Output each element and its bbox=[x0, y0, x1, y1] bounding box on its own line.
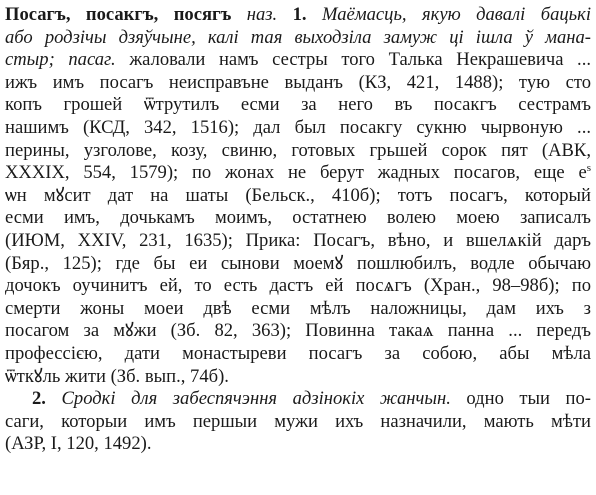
citation-text: (АЗР, I, 120, 1492). bbox=[5, 433, 152, 455]
citation-text: одно тыи по- bbox=[450, 388, 591, 410]
entry-line bbox=[5, 298, 591, 321]
headword-text: 1. bbox=[292, 4, 307, 25]
entry-line bbox=[5, 433, 591, 456]
entry-line bbox=[5, 275, 591, 298]
headword-text: 2. bbox=[32, 388, 46, 410]
entry-line bbox=[5, 185, 591, 208]
entry-line bbox=[5, 94, 591, 117]
citation-text: смерти жоны моеи двѣ есми мѣлъ наложницы, дам ихъ з bbox=[5, 297, 591, 319]
entry-line bbox=[5, 27, 591, 50]
citation-text bbox=[307, 4, 322, 25]
entry-line bbox=[5, 411, 591, 434]
headword-text: Посагъ, посакгъ, посягъ bbox=[5, 4, 232, 25]
entry-line bbox=[5, 162, 591, 185]
citation-text: саги, которыи имъ першыи мужи ихъ назначили, мають мѣти bbox=[5, 410, 591, 432]
citation-text: дочокъ оучинитъ ей, то есть дастъ ей посѧгъ (Хран., 98–98б); по bbox=[5, 275, 591, 297]
citation-text: ѿткꙋль жити (Зб. вып., 74б). bbox=[5, 365, 229, 387]
entry-line bbox=[5, 320, 591, 343]
definition-text: Сродкі для забеспячэння адзінокіх жанчын. bbox=[61, 388, 451, 410]
definition-text: наз. bbox=[246, 4, 278, 25]
dictionary-entry bbox=[5, 4, 591, 456]
citation-text: XXXIX, 554, 1579); по жонах не берут жадных посагов, еще е bbox=[5, 162, 587, 184]
entry-line bbox=[5, 4, 591, 27]
entry-line bbox=[5, 117, 591, 140]
entry-line bbox=[5, 366, 591, 389]
entry-line bbox=[5, 72, 591, 95]
superscript-text: s bbox=[586, 162, 591, 175]
citation-text: нашимъ (КСД, 342, 1516); дал был посакгу сукню чырвоную ... bbox=[5, 116, 591, 138]
citation-text bbox=[277, 4, 292, 25]
citation-text: (Бяр., 125); где бы еи сынови моемꙋ пошлюбилъ, водле обычаю bbox=[5, 252, 591, 274]
citation-text: (ИЮМ, XXIV, 231, 1635); Прика: Посагъ, вѣно, и вшелѧкій даръ bbox=[5, 229, 591, 251]
citation-text: профессією, дати монастыреви посагъ за собою, абы мѣла bbox=[5, 342, 591, 364]
entry-line bbox=[5, 343, 591, 366]
citation-text: ижъ имъ посагъ неисправъне выданъ (КЗ, 421, 1488); тую сто bbox=[5, 71, 591, 93]
citation-text: копъ грошей ѿтрутилъ есми за него въ посакгъ сестрамъ bbox=[5, 94, 591, 116]
citation-text bbox=[46, 388, 62, 409]
citation-text: посагом за мꙋжи (Зб. 82, 363); Повинна такаѧ панна ... передъ bbox=[5, 320, 591, 342]
entry-line bbox=[5, 49, 591, 72]
citation-text: жаловали намъ сестры того Талька Некрашевича ... bbox=[115, 49, 591, 71]
entry-line bbox=[5, 207, 591, 230]
definition-text: Маёмасць, якую давалі бацькі bbox=[321, 4, 591, 25]
citation-text: перины, узголове, козу, свиню, готовых грьшей сорок пят (АВК, bbox=[5, 139, 591, 161]
entry-line bbox=[5, 253, 591, 276]
citation-text bbox=[231, 4, 246, 25]
entry-line bbox=[5, 388, 591, 411]
entry-line bbox=[5, 140, 591, 163]
entry-line bbox=[5, 230, 591, 253]
citation-text: ѡн мꙋсит дат на шаты (Бельск., 410б); тотъ посагъ, который bbox=[5, 184, 591, 206]
definition-text: стыр; пасаг. bbox=[5, 49, 116, 71]
citation-text: есми имъ, дочькамъ моимъ, остатнею волею моею записалъ bbox=[5, 207, 591, 229]
definition-text: або родзічы дзяўчыне, калі тая выходзіла замуж ці ішла ў мана- bbox=[5, 26, 591, 48]
